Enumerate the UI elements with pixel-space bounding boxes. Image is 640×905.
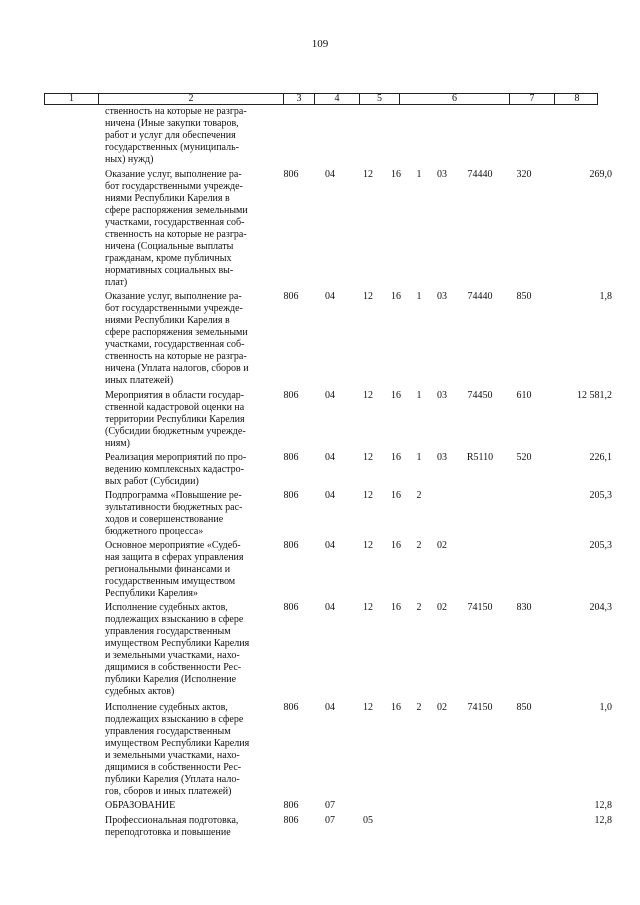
cell-c7: 520: [516, 452, 532, 463]
row-description: [105, 452, 265, 488]
cell-d: R5110: [466, 452, 494, 463]
cell-c5: 12: [363, 540, 373, 551]
description-line: ниям): [105, 438, 130, 449]
description-line: дящимися в собственности Рес-: [105, 762, 242, 773]
cell-c3: 806: [283, 702, 299, 713]
cell-c5: 12: [363, 291, 373, 302]
description-line: (Субсидии бюджетным учрежде-: [105, 426, 246, 437]
header-col-8: 8: [574, 93, 580, 104]
description-line: ничена (Уплата налогов, сборов и: [105, 363, 249, 374]
cell-b: 2: [416, 490, 422, 501]
cell-c3: 806: [283, 540, 299, 551]
description-line: иных платежей): [105, 375, 174, 386]
description-line: ственность на которые не разгра-: [105, 229, 247, 240]
cell-c4: 07: [325, 800, 335, 811]
description-line: ниями Республики Карелия в: [105, 315, 230, 326]
page-number: 109: [311, 38, 329, 50]
description-line: Оказание услуг, выполнение ра-: [105, 169, 242, 180]
cell-c7: 610: [516, 390, 532, 401]
cell-a: 16: [391, 490, 401, 501]
cell-c4: 04: [325, 702, 335, 713]
cell-c7: 830: [516, 602, 532, 613]
description-line: Мероприятия в области государ-: [105, 390, 245, 401]
cell-c5: 12: [363, 390, 373, 401]
description-line: ственность на которые не разгра-: [105, 106, 247, 117]
cell-c3: 806: [283, 490, 299, 501]
row-description: [105, 800, 265, 812]
description-line: управления государственным: [105, 626, 231, 637]
description-line: участками, государственная соб-: [105, 217, 245, 228]
description-line: имуществом Республики Карелия: [105, 738, 250, 749]
cell-b: 2: [416, 702, 422, 713]
cell-c5: 12: [363, 490, 373, 501]
description-line: зультативности бюджетных рас-: [105, 502, 243, 513]
description-line: подлежащих взысканию в сфере: [105, 714, 244, 725]
cell-a: 16: [391, 291, 401, 302]
cell-c5: 05: [363, 815, 373, 826]
description-line: ничена (Социальные выплаты: [105, 241, 234, 252]
cell-c: 03: [437, 390, 447, 401]
description-line: дящимися в собственности Рес-: [105, 662, 242, 673]
cell-c7: 850: [516, 291, 532, 302]
cell-b: 1: [416, 390, 422, 401]
description-line: ная защита в сферах управления: [105, 552, 244, 563]
header-col-4: 4: [315, 94, 360, 104]
description-line: Оказание услуг, выполнение ра-: [105, 291, 242, 302]
cell-d: 74150: [467, 702, 493, 713]
cell-d: 74440: [467, 169, 493, 180]
description-line: вых работ (Субсидии): [105, 476, 199, 487]
cell-b: 2: [416, 540, 422, 551]
cell-c5: 12: [363, 452, 373, 463]
cell-a: 16: [391, 602, 401, 613]
cell-a: 16: [391, 452, 401, 463]
row-description: [105, 291, 265, 387]
description-line: управления государственным: [105, 726, 231, 737]
description-line: ственной кадастровой оценки на: [105, 402, 245, 413]
description-line: нормативных социальных вы-: [105, 265, 234, 276]
row-description: [105, 169, 265, 289]
header-col-1: 1: [45, 94, 99, 104]
description-line: ОБРАЗОВАНИЕ: [105, 800, 176, 811]
description-line: и земельными участками, нахо-: [105, 750, 240, 761]
cell-c: 03: [437, 291, 447, 302]
description-line: ведению комплексных кадастро-: [105, 464, 244, 475]
cell-c7: 850: [516, 702, 532, 713]
cell-c3: 806: [283, 800, 299, 811]
description-line: ниями Республики Карелия в: [105, 193, 230, 204]
row-description: [105, 602, 265, 698]
row-description: [105, 702, 265, 798]
cell-c: 03: [437, 452, 447, 463]
description-line: бот государственными учрежде-: [105, 303, 243, 314]
description-line: подлежащих взысканию в сфере: [105, 614, 244, 625]
table-header: [44, 93, 598, 105]
cell-c3: 806: [283, 815, 299, 826]
description-line: публики Карелия (Исполнение: [105, 674, 237, 685]
description-line: Основное мероприятие «Судеб-: [105, 540, 241, 551]
cell-c: 02: [437, 602, 447, 613]
description-line: переподготовка и повышение: [105, 827, 231, 838]
description-line: Республики Карелия»: [105, 588, 199, 599]
description-line: ственность на которые не разгра-: [105, 351, 247, 362]
cell-c7: 320: [516, 169, 532, 180]
row-description: [105, 815, 265, 839]
header-col-2: 2: [99, 94, 284, 104]
cell-a: 16: [391, 390, 401, 401]
description-line: региональными финансами и: [105, 564, 231, 575]
row-description: [105, 106, 265, 166]
cell-c3: 806: [283, 390, 299, 401]
cell-c5: 12: [363, 602, 373, 613]
cell-c8: 1,0: [599, 702, 612, 713]
cell-a: 16: [391, 540, 401, 551]
cell-c8: 205,3: [589, 540, 612, 551]
cell-c8: 204,3: [589, 602, 612, 613]
cell-c8: 226,1: [589, 452, 612, 463]
description-line: сфере распоряжения земельными: [105, 205, 248, 216]
description-line: судебных актов): [105, 686, 175, 697]
row-description: [105, 490, 265, 538]
cell-c4: 04: [325, 390, 335, 401]
cell-c4: 04: [325, 540, 335, 551]
cell-c: 02: [437, 540, 447, 551]
description-line: публики Карелия (Уплата нало-: [105, 774, 240, 785]
cell-c8: 1,8: [599, 291, 612, 302]
cell-c: 03: [437, 169, 447, 180]
cell-c4: 07: [325, 815, 335, 826]
cell-d: 74450: [467, 390, 493, 401]
description-line: территории Республики Карелия: [105, 414, 245, 425]
description-line: плат): [105, 277, 128, 288]
row-description: [105, 390, 265, 450]
description-line: государственных (муниципаль-: [105, 142, 239, 153]
cell-b: 2: [416, 602, 422, 613]
description-line: Реализация мероприятий по про-: [105, 452, 247, 463]
description-line: Исполнение судебных актов,: [105, 602, 228, 613]
description-line: ходов и совершенствование: [105, 514, 224, 525]
cell-a: 16: [391, 169, 401, 180]
description-line: ных) нужд): [105, 154, 154, 165]
description-line: имуществом Республики Карелия: [105, 638, 250, 649]
cell-c4: 04: [325, 291, 335, 302]
description-line: сфере распоряжения земельными: [105, 327, 248, 338]
cell-c3: 806: [283, 291, 299, 302]
cell-c3: 806: [283, 602, 299, 613]
description-line: работ и услуг для обеспечения: [105, 130, 236, 141]
cell-c8: 205,3: [589, 490, 612, 501]
cell-c4: 04: [325, 452, 335, 463]
row-description: [105, 540, 265, 600]
cell-d: 74440: [467, 291, 493, 302]
cell-c: 02: [437, 702, 447, 713]
header-col-7: 7: [510, 94, 555, 104]
description-line: Исполнение судебных актов,: [105, 702, 228, 713]
description-line: гражданам, кроме публичных: [105, 253, 232, 264]
cell-c4: 04: [325, 602, 335, 613]
header-col-5: 5: [360, 94, 400, 104]
cell-c8: 12,8: [594, 815, 612, 826]
description-line: бот государственными учрежде-: [105, 181, 243, 192]
cell-a: 16: [391, 702, 401, 713]
description-line: и земельными участками, нахо-: [105, 650, 240, 661]
cell-b: 1: [416, 169, 422, 180]
description-line: Подпрограмма «Повышение ре-: [105, 490, 242, 501]
description-line: Профессиональная подготовка,: [105, 815, 239, 826]
description-line: государственным имуществом: [105, 576, 236, 587]
description-line: гов, сборов и иных платежей): [105, 786, 232, 797]
description-line: ничена (Иные закупки товаров,: [105, 118, 239, 129]
cell-c8: 269,0: [589, 169, 612, 180]
description-line: бюджетного процесса»: [105, 526, 204, 537]
cell-c5: 12: [363, 169, 373, 180]
cell-b: 1: [416, 452, 422, 463]
description-line: участками, государственная соб-: [105, 339, 245, 350]
cell-d: 74150: [467, 602, 493, 613]
header-col-6: 6: [400, 94, 510, 104]
header-col-3: 3: [284, 94, 315, 104]
cell-c5: 12: [363, 702, 373, 713]
cell-c4: 04: [325, 490, 335, 501]
cell-c4: 04: [325, 169, 335, 180]
cell-c3: 806: [283, 169, 299, 180]
cell-c8: 12 581,2: [577, 390, 612, 401]
cell-b: 1: [416, 291, 422, 302]
cell-c3: 806: [283, 452, 299, 463]
cell-c8: 12,8: [594, 800, 612, 811]
